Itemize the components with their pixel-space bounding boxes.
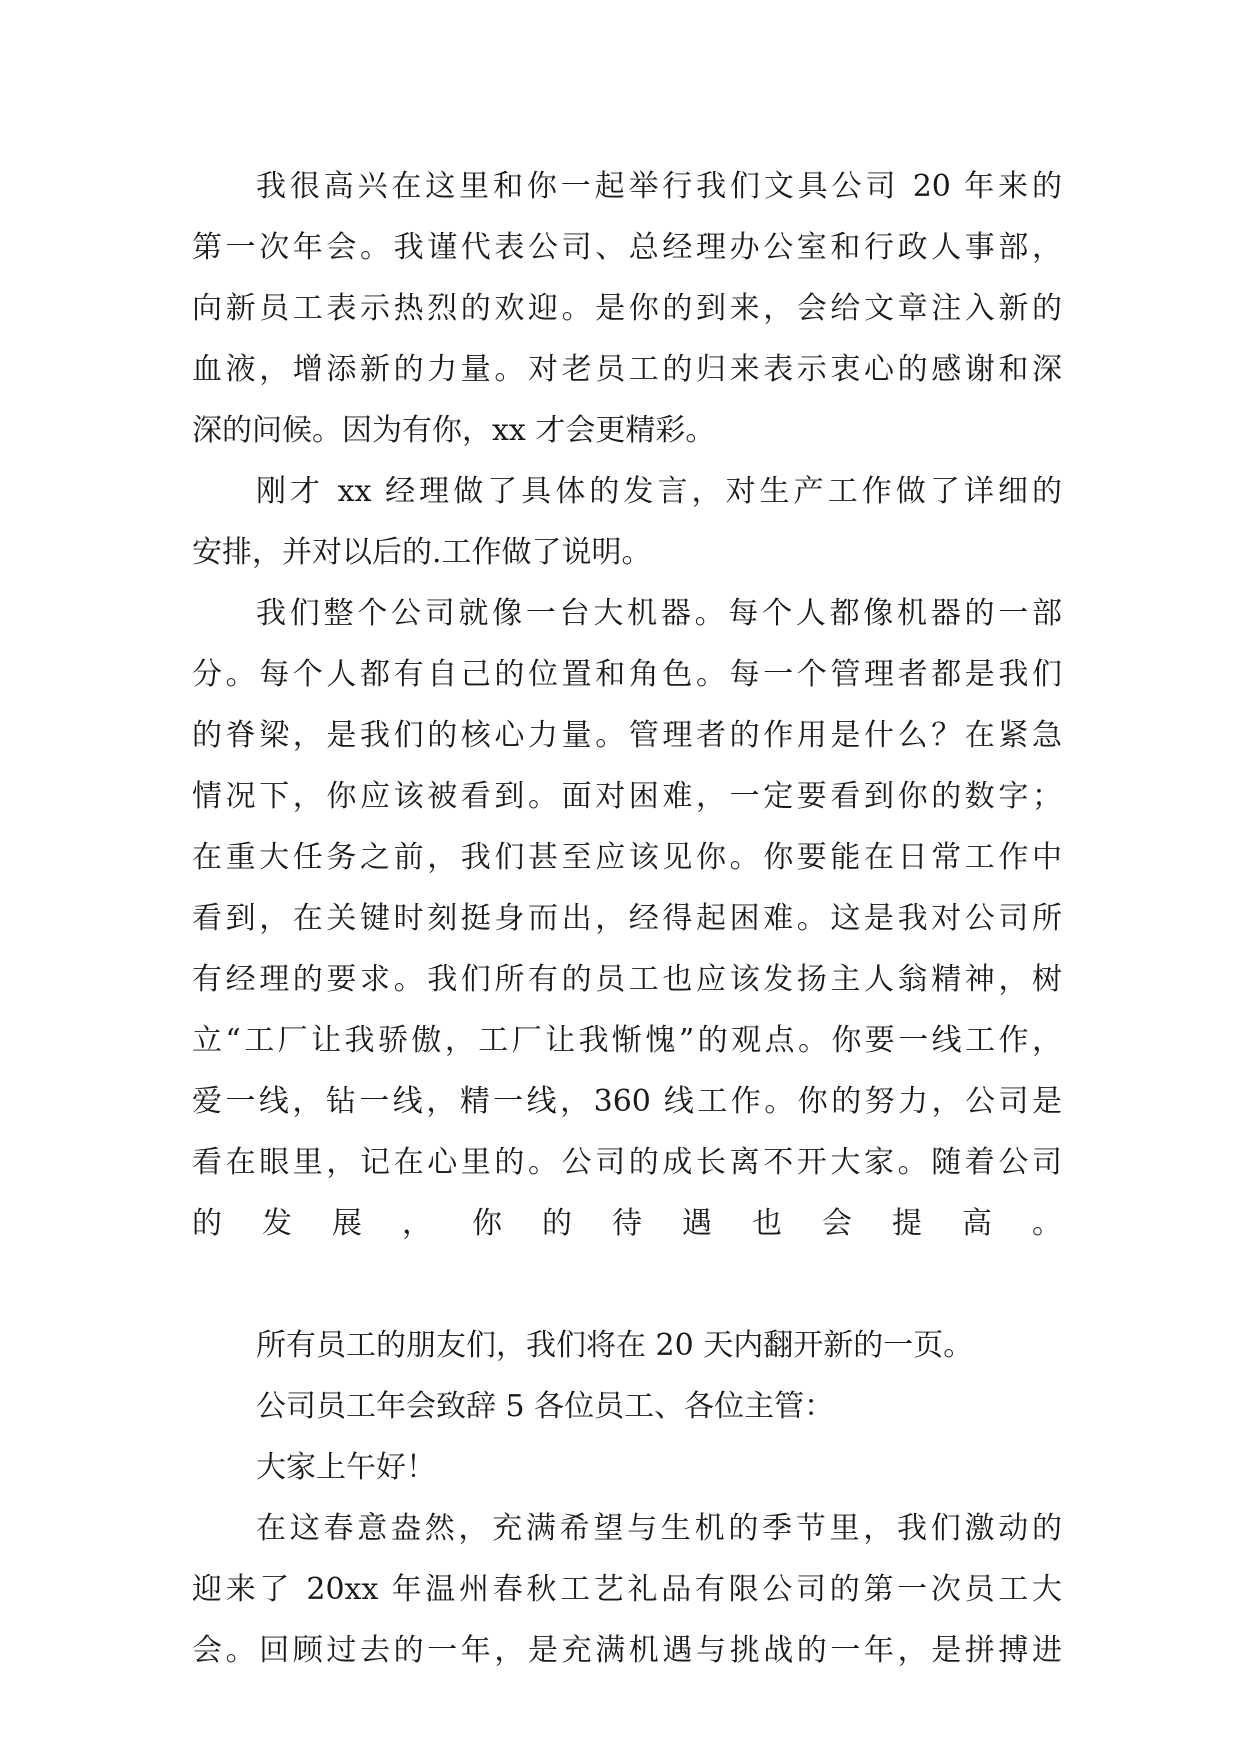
paragraph xyxy=(192,1376,1062,1437)
text-line: 向新员工表示热烈的欢迎。是你的到来，会给文章注入新的 xyxy=(192,291,1062,326)
text-line: 爱一线，钻一线，精一线，360 线工作。你的努力，公司是 xyxy=(192,1084,1062,1119)
document-body xyxy=(192,156,1062,1681)
text-line: 大家上午好！ xyxy=(256,1450,436,1485)
text-line: 看在眼里，记在心里的。公司的成长离不开大家。随着公司 xyxy=(192,1145,1062,1180)
paragraph xyxy=(192,1437,1062,1498)
paragraph xyxy=(192,1315,1062,1376)
text-line: 情况下，你应该被看到。面对困难，一定要看到你的数字； xyxy=(192,779,1062,814)
text-line: 会。回顾过去的一年，是充满机遇与挑战的一年，是拼搏进 xyxy=(192,1633,1062,1668)
text-line: 立“工厂让我骄傲，工厂让我惭愧”的观点。你要一线工作， xyxy=(192,1023,1062,1058)
text-line: 的脊梁，是我们的核心力量。管理者的作用是什么？在紧急 xyxy=(192,718,1062,753)
paragraph xyxy=(192,156,1062,461)
text-line: 在这春意盎然，充满希望与生机的季节里，我们激动的 xyxy=(256,1511,1062,1546)
text-line: 的发展，你的待遇也会提高。 xyxy=(192,1206,1062,1241)
text-line: 看到，在关键时刻挺身而出，经得起困难。这是我对公司所 xyxy=(192,901,1062,936)
text-line: 刚才 xx 经理做了具体的发言，对生产工作做了详细的 xyxy=(256,474,1062,509)
paragraph xyxy=(192,1498,1062,1681)
text-line: 安排，并对以后的.工作做了说明。 xyxy=(192,535,652,570)
text-line: 在重大任务之前，我们甚至应该见你。你要能在日常工作中 xyxy=(192,840,1062,875)
text-line: 我很高兴在这里和你一起举行我们文具公司 20 年来的 xyxy=(256,169,1062,204)
paragraph xyxy=(192,583,1062,1315)
text-line: 血液，增添新的力量。对老员工的归来表示衷心的感谢和深 xyxy=(192,352,1062,387)
text-line: 我们整个公司就像一台大机器。每个人都像机器的一部 xyxy=(256,596,1062,631)
paragraph xyxy=(192,461,1062,583)
text-line: 迎来了 20xx 年温州春秋工艺礼品有限公司的第一次员工大 xyxy=(192,1572,1062,1607)
text-line: 公司员工年会致辞 5 各位员工、各位主管： xyxy=(256,1389,835,1424)
text-line: 第一次年会。我谨代表公司、总经理办公室和行政人事部， xyxy=(192,230,1062,265)
text-line: 有经理的要求。我们所有的员工也应该发扬主人翁精神，树 xyxy=(192,962,1062,997)
text-line xyxy=(192,1254,1062,1315)
text-line: 深的问候。因为有你，xx 才会更精彩。 xyxy=(192,413,716,448)
text-line: 分。每个人都有自己的位置和角色。每一个管理者都是我们 xyxy=(192,657,1062,692)
text-line: 所有员工的朋友们，我们将在 20 天内翻开新的一页。 xyxy=(256,1328,974,1363)
